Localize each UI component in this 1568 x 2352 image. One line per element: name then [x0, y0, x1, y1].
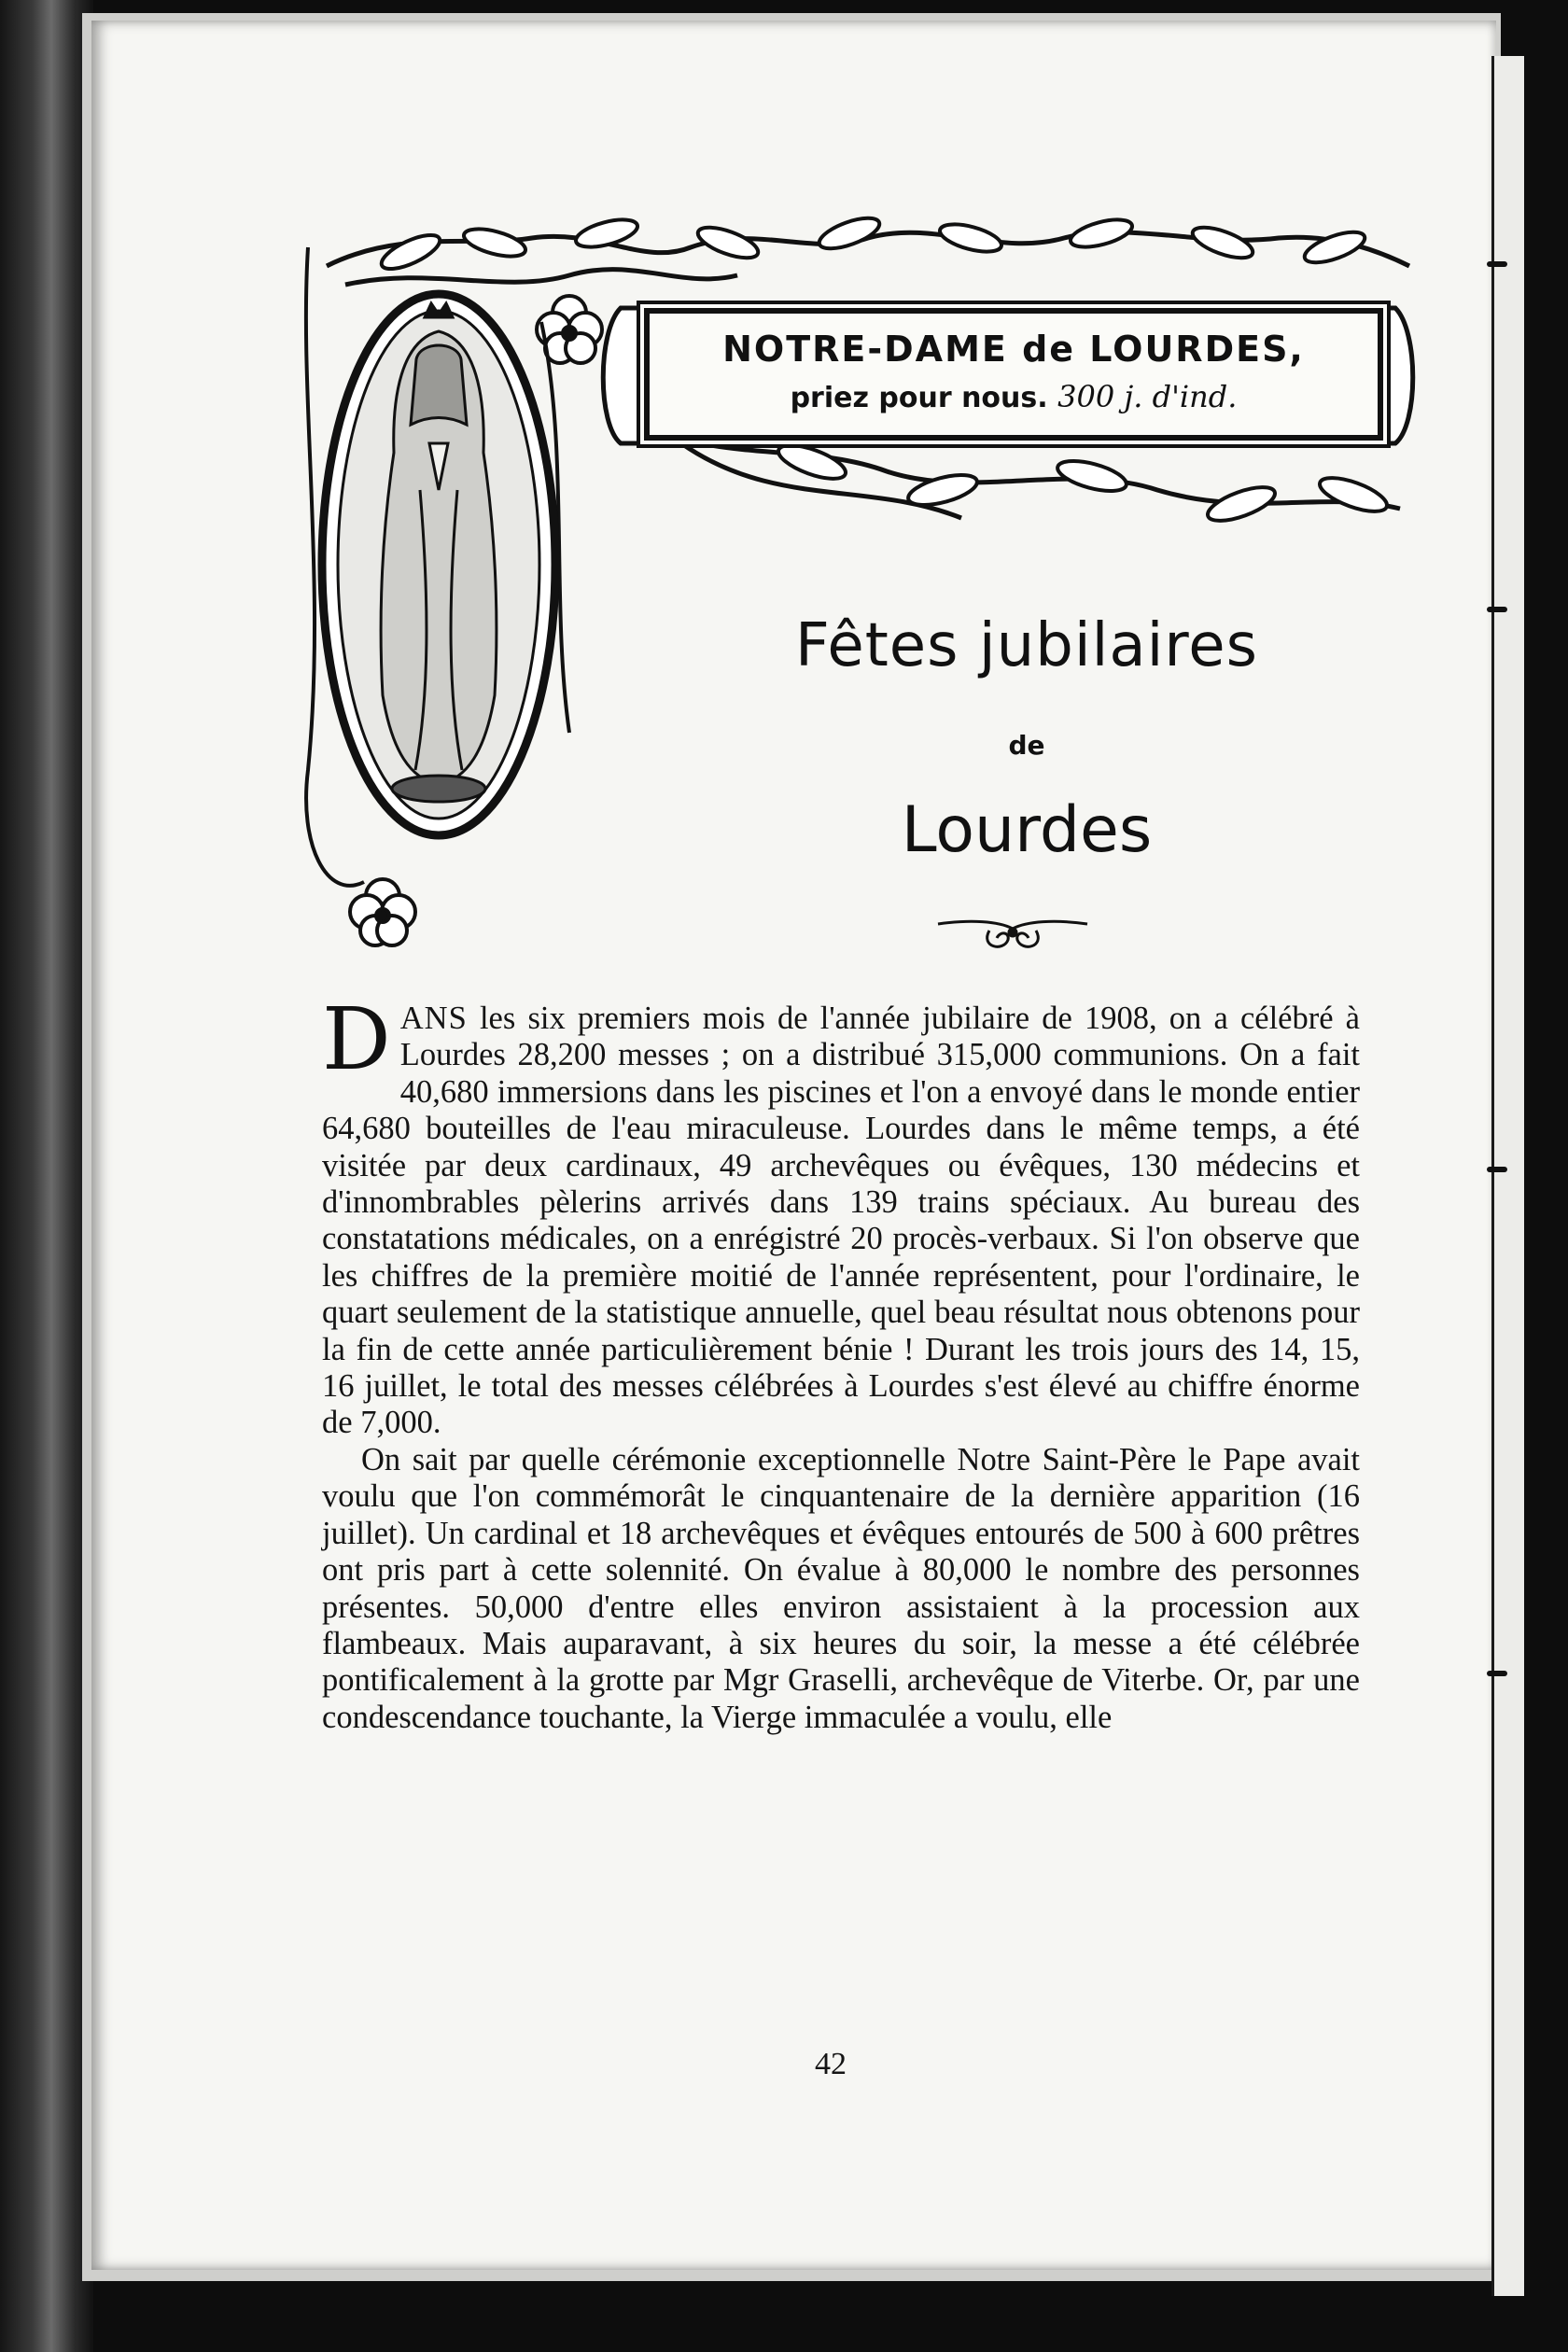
first-word-rest: ANS	[399, 1001, 468, 1036]
invocation-banner	[644, 308, 1383, 441]
page-title-line3: Lourdes	[901, 793, 1153, 867]
article-body	[322, 989, 1361, 1736]
banner-title: NOTRE-DAME de LOURDES,	[722, 329, 1305, 370]
page-title-line1: Fêtes jubilaires	[795, 611, 1258, 680]
banner-prayer: priez pour nous.	[790, 382, 1048, 414]
facing-page-edge	[1491, 56, 1524, 2296]
page-number: 42	[815, 2047, 847, 2081]
paragraph-1	[322, 989, 1361, 1442]
banner-subtitle	[650, 379, 1378, 414]
paragraph-2: On sait par quelle cérémonie exceptionnelle Notre Saint-Père le Pape avait voulu que l'on commémorât le cinquantenaire de la dernière apparition (16 juillet). Un cardinal et 18 archevêques et évêques entourés de 500 à 600 prêtres ont pris part à cette solennité. On évalue à 80,000 le nombre des personnes présentes. 50,000 d'entre elles environ assistaient à la procession aux flambeaux. Mais auparavant, à six heures du soir, la messe a été célébrée pontificalement à la grotte par Mgr Graselli, archevêque de Viterbe. Or, par une condescendance touchante, la Vierge immaculée a voulu, elle	[322, 1441, 1360, 1735]
banner-indulgence: 300 j. d'ind.	[1057, 379, 1238, 414]
page-title-line2: de	[1008, 730, 1045, 761]
fleuron-ornament	[933, 910, 1092, 957]
book-binding-edge	[0, 0, 93, 2352]
paragraph-1-text: les six premiers mois de l'année jubilaire de 1908, on a célébré à Lourdes 28,200 messes ; on a distribué 315,000 communions. On a fait 40,680 immersions dans les piscines et l'on a envoyé dans le monde entier 64,680 bouteilles de l'eau miraculeuse. Lourdes dans le même temps, a été visitée par deux cardinaux, 49 archevêques ou évêques, 130 médecins et d'innombrables pèlerins arrivés dans 139 trains spéciaux. Au bureau des constatations médicales, on a enrégistré 20 procès-verbaux. Si l'on observe que les chiffres de la première moitié de l'année représentent, pour l'ordinaire, le quart seulement de la statistique annuelle, quel beau résultat nous obtenons pour la fin de cette année particulièrement bénie ! Durant les trois jours des 14, 15, 16 juillet, le total des messes célébrées à Lourdes s'est élevé au chiffre énorme de 7,000.	[322, 1001, 1361, 1441]
drop-cap: D	[322, 989, 391, 1089]
